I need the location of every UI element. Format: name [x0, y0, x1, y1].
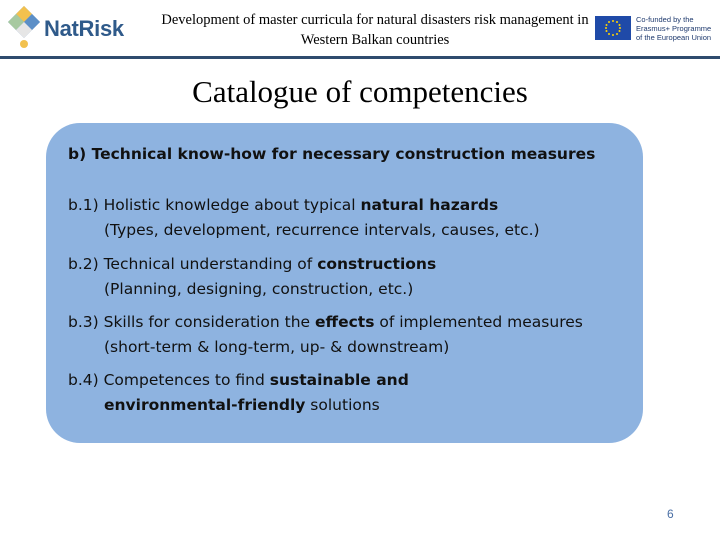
item-subtext: (Types, development, recurrence intervals, causes, etc.) [104, 221, 540, 239]
page-number: 6 [667, 507, 674, 521]
item-text: b.2) Technical understanding of constructions [68, 255, 437, 273]
natrisk-logo [6, 4, 124, 52]
slide-title: Catalogue of competencies [192, 74, 528, 109]
item-text: b.1) Holistic knowledge about typical natural hazards [68, 196, 499, 214]
list-item [68, 310, 583, 360]
item-subtext: environmental-friendly solutions [104, 396, 380, 414]
list-item [68, 252, 436, 302]
header-title: Development of master curricula for natural disasters risk management in Western Balkan countries [161, 12, 589, 48]
item-subtext: (Planning, designing, construction, etc.) [104, 280, 414, 298]
list-item [68, 193, 540, 243]
item-text: b.3) Skills for consideration the effects of implemented measures [68, 313, 583, 331]
eu-flag-icon [595, 16, 631, 40]
panel-heading: b) Technical know-how for necessary construction measures [68, 145, 596, 163]
natrisk-logo-icon [6, 4, 46, 52]
item-subtext: (short-term & long-term, up- & downstream) [104, 338, 450, 356]
slide-header [0, 0, 720, 58]
eu-funding-text: Co-funded by the Erasmus+ Programme of the European Union [636, 15, 712, 42]
list-item [68, 368, 409, 418]
logo-text: NatRisk [44, 16, 124, 41]
item-text: b.4) Competences to find sustainable and [68, 371, 409, 389]
header-divider [0, 56, 720, 59]
